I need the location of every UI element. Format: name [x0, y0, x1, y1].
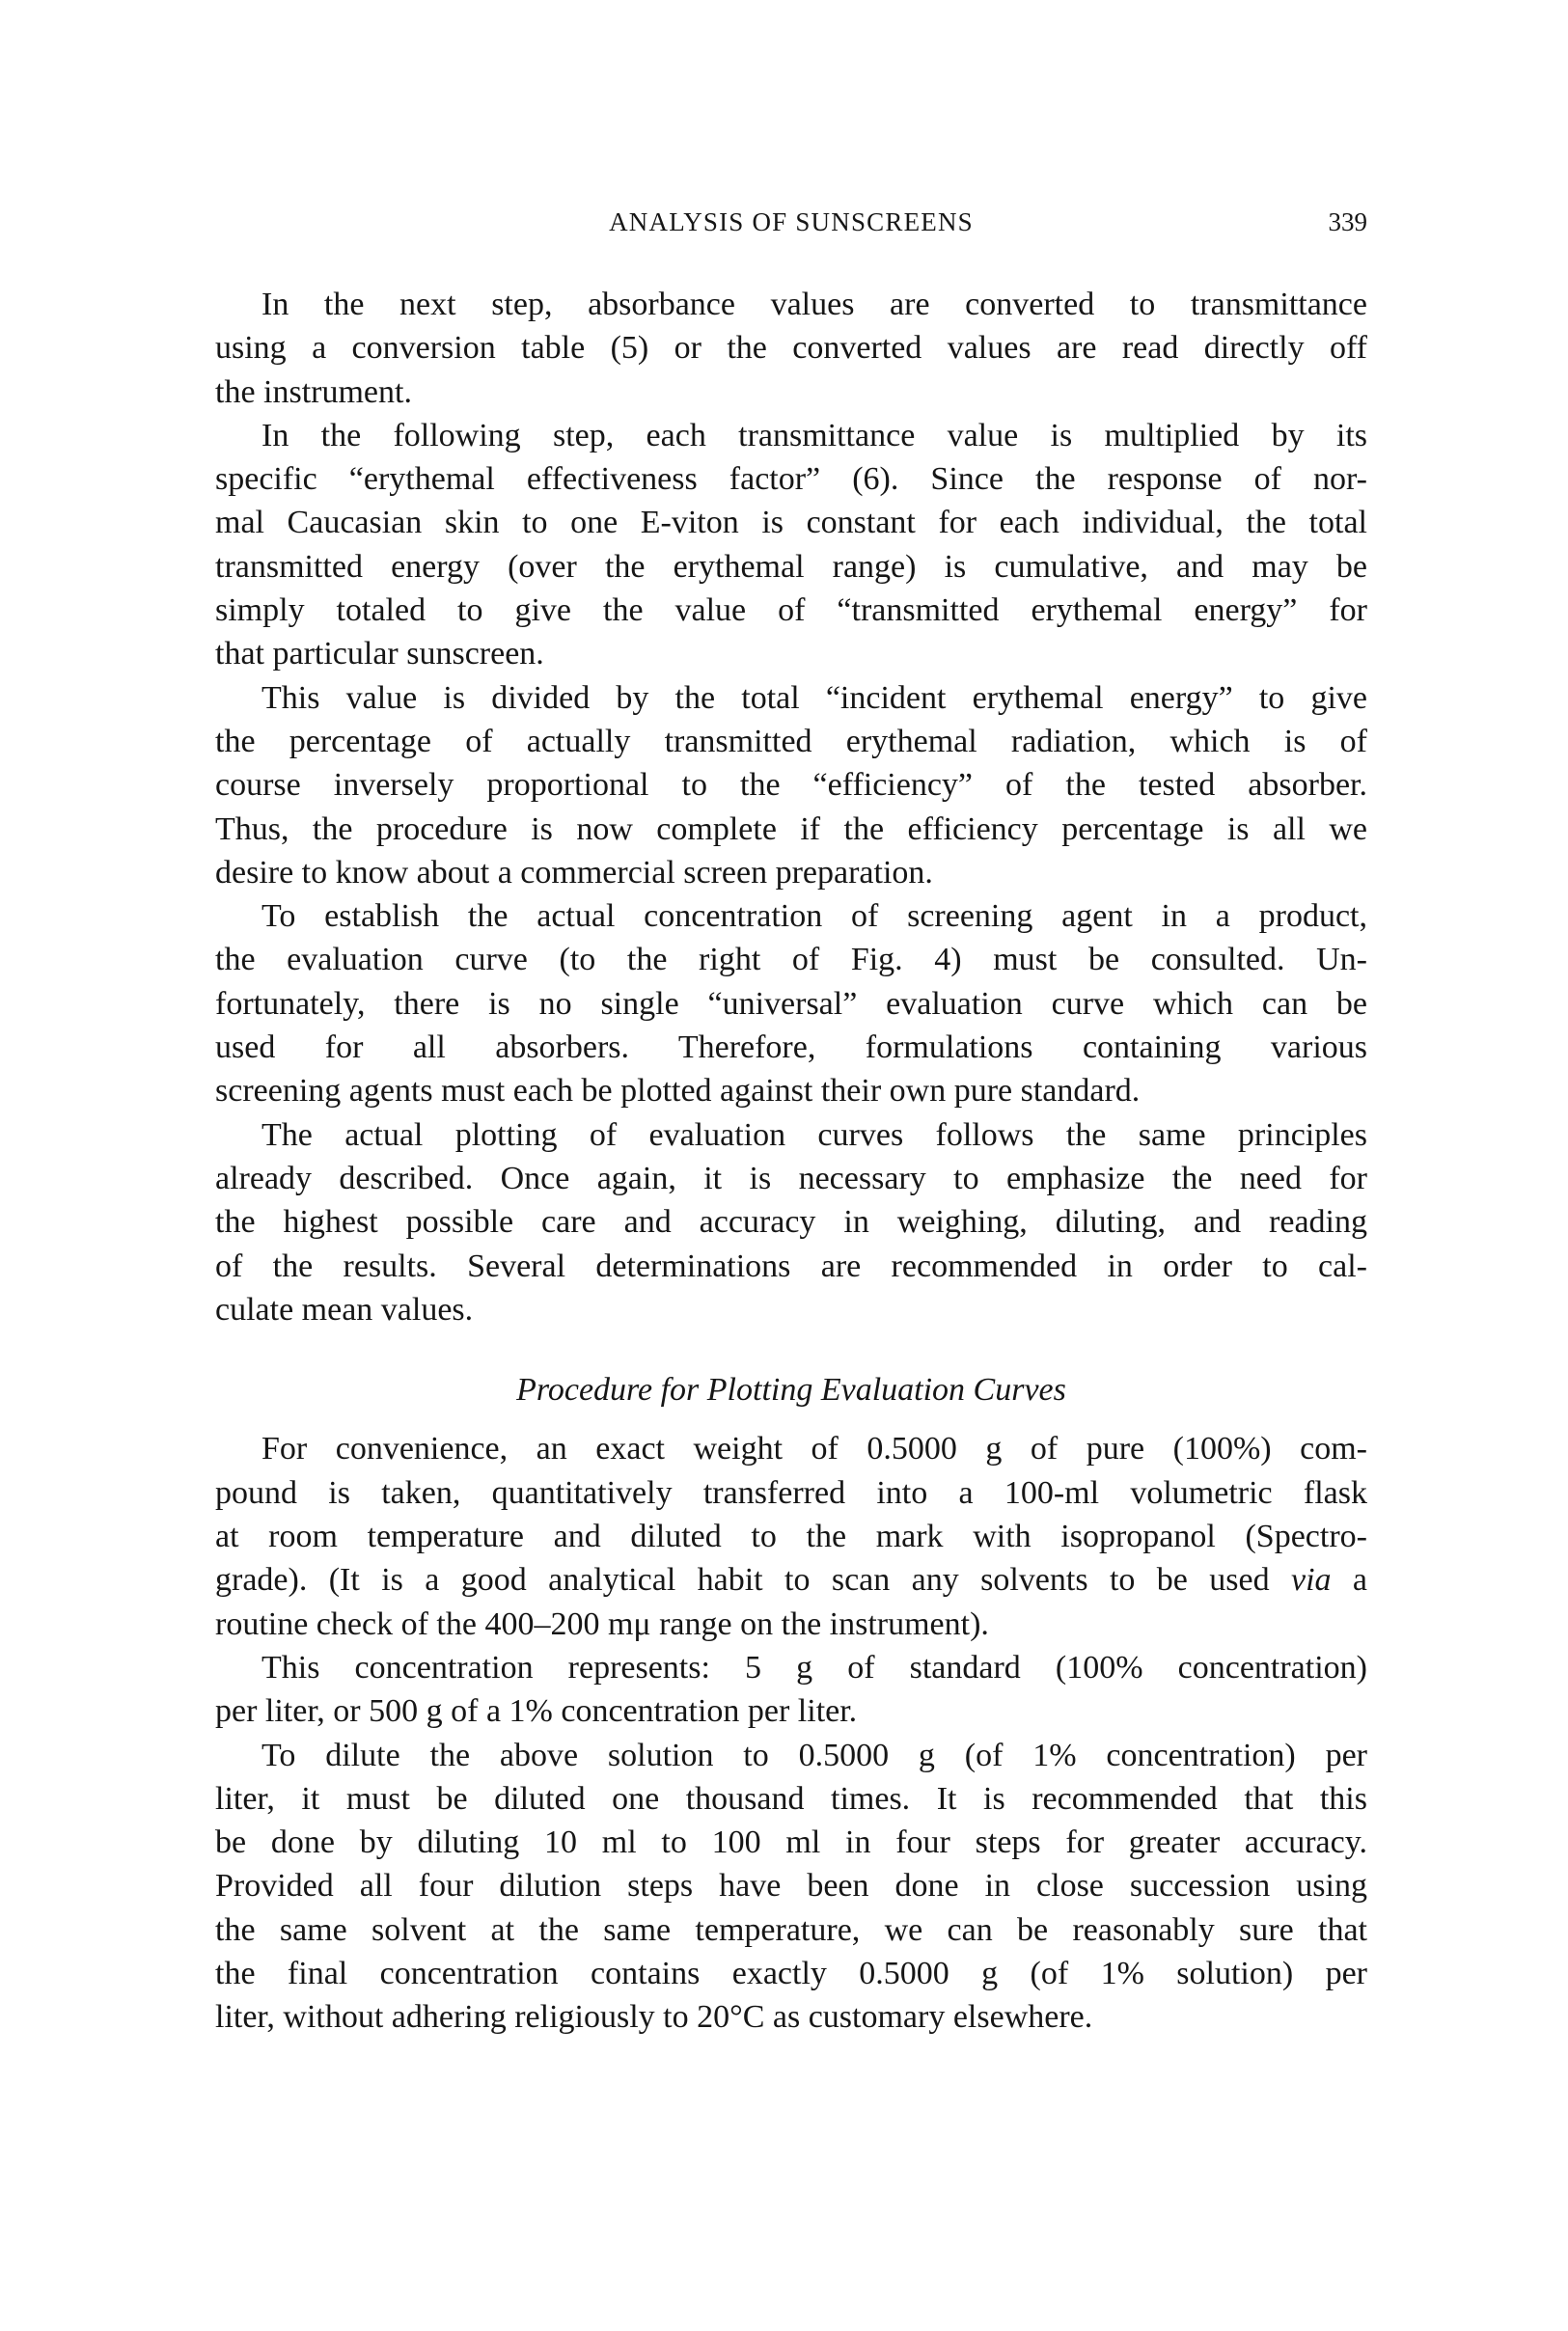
text-line: The actual plotting of evaluation curves follows the same principles	[261, 1116, 1367, 1153]
paragraph	[215, 1734, 1367, 2040]
text-line: pound is taken, quantitatively transferred into a 100-ml volumetric flask	[215, 1474, 1367, 1511]
text-line: In the following step, each transmittance value is multiplied by its	[261, 417, 1367, 453]
text-line: that particular sunscreen.	[215, 636, 544, 672]
text-line: Thus, the procedure is now complete if the efficiency percentage is all we	[215, 810, 1367, 847]
text-line: course inversely proportional to the “efficiency” of the tested absorber.	[215, 767, 1367, 804]
text-line: the final concentration contains exactly 0.5000 g (of 1% solution) per	[215, 1955, 1367, 1991]
text-line: the evaluation curve (to the right of Fig. 4) must be consulted. Un-	[215, 942, 1367, 978]
text-line: For convenience, an exact weight of 0.5000 g of pure (100%) com-	[261, 1431, 1367, 1467]
italic-word: via	[1290, 1562, 1332, 1599]
text-segment: a	[1331, 1562, 1368, 1599]
text-line: In the next step, absorbance values are converted to transmittance	[261, 287, 1367, 322]
paragraph	[215, 676, 1367, 894]
text-line: This concentration represents: 5 g of standard (100% concentration)	[261, 1649, 1367, 1686]
text-line: liter, without adhering religiously to 20°C as customary elsewhere.	[215, 1999, 1093, 2036]
text-line: fortunately, there is no single “universal” evaluation curve which can be	[215, 985, 1367, 1022]
paragraph	[215, 894, 1367, 1112]
text-line: routine check of the 400–200 mμ range on the instrument).	[215, 1605, 989, 1642]
text-line: at room temperature and diluted to the mark with isopropanol (Spectro-	[215, 1519, 1367, 1555]
text-line: simply totaled to give the value of “transmitted erythemal energy” for	[215, 592, 1367, 629]
paragraph	[215, 283, 1367, 414]
paragraph	[215, 1427, 1367, 1645]
text-line: transmitted energy (over the erythemal range) is cumulative, and may be	[215, 548, 1367, 585]
text-line: To dilute the above solution to 0.5000 g (of 1% concentration) per	[261, 1737, 1367, 1773]
text-line: used for all absorbers. Therefore, formulations containing various	[215, 1029, 1367, 1066]
text-segment: grade). (It is a good analytical habit to scan any solvents to be used	[215, 1562, 1291, 1599]
text-line: screening agents must each be plotted against their own pure standard.	[215, 1073, 1141, 1110]
text-line: Provided all four dilution steps have been done in close succession using	[215, 1868, 1367, 1905]
paragraph	[215, 1113, 1367, 1331]
running-header	[215, 207, 1367, 246]
text-line: mal Caucasian skin to one E-viton is constant for each individual, the total	[215, 505, 1367, 541]
text-line	[215, 1558, 1367, 1602]
section-heading: Procedure for Plotting Evaluation Curves	[516, 1372, 1066, 1409]
text-line: be done by diluting 10 ml to 100 ml in four steps for greater accuracy.	[215, 1824, 1367, 1861]
text-line: desire to know about a commercial screen preparation.	[215, 854, 933, 891]
page-number: 339	[1328, 207, 1367, 236]
paragraph	[215, 1646, 1367, 1734]
body-text	[215, 283, 1367, 2040]
text-line: per liter, or 500 g of a 1% concentration per liter.	[215, 1693, 858, 1730]
text-line: This value is divided by the total “incident erythemal energy” to give	[261, 679, 1367, 716]
text-line: the percentage of actually transmitted erythemal radiation, which is of	[215, 723, 1367, 759]
text-line: culate mean values.	[215, 1291, 474, 1328]
text-line: using a conversion table (5) or the converted values are read directly off	[215, 330, 1367, 367]
text-line: specific “erythemal effectiveness factor” (6). Since the response of nor-	[215, 461, 1367, 498]
text-line: the highest possible care and accuracy in weighing, diluting, and reading	[215, 1204, 1367, 1241]
text-line: To establish the actual concentration of screening agent in a product,	[261, 898, 1367, 935]
text-line: the instrument.	[215, 373, 412, 410]
paragraph	[215, 414, 1367, 676]
text-line: of the results. Several determinations are recommended in order to cal-	[215, 1248, 1367, 1284]
text-line: the same solvent at the same temperature, we can be reasonably sure that	[215, 1911, 1367, 1948]
text-line: already described. Once again, it is necessary to emphasize the need for	[215, 1160, 1367, 1196]
running-title: ANALYSIS OF SUNSCREENS	[609, 207, 974, 236]
text-line: liter, it must be diluted one thousand times. It is recommended that this	[215, 1780, 1367, 1817]
